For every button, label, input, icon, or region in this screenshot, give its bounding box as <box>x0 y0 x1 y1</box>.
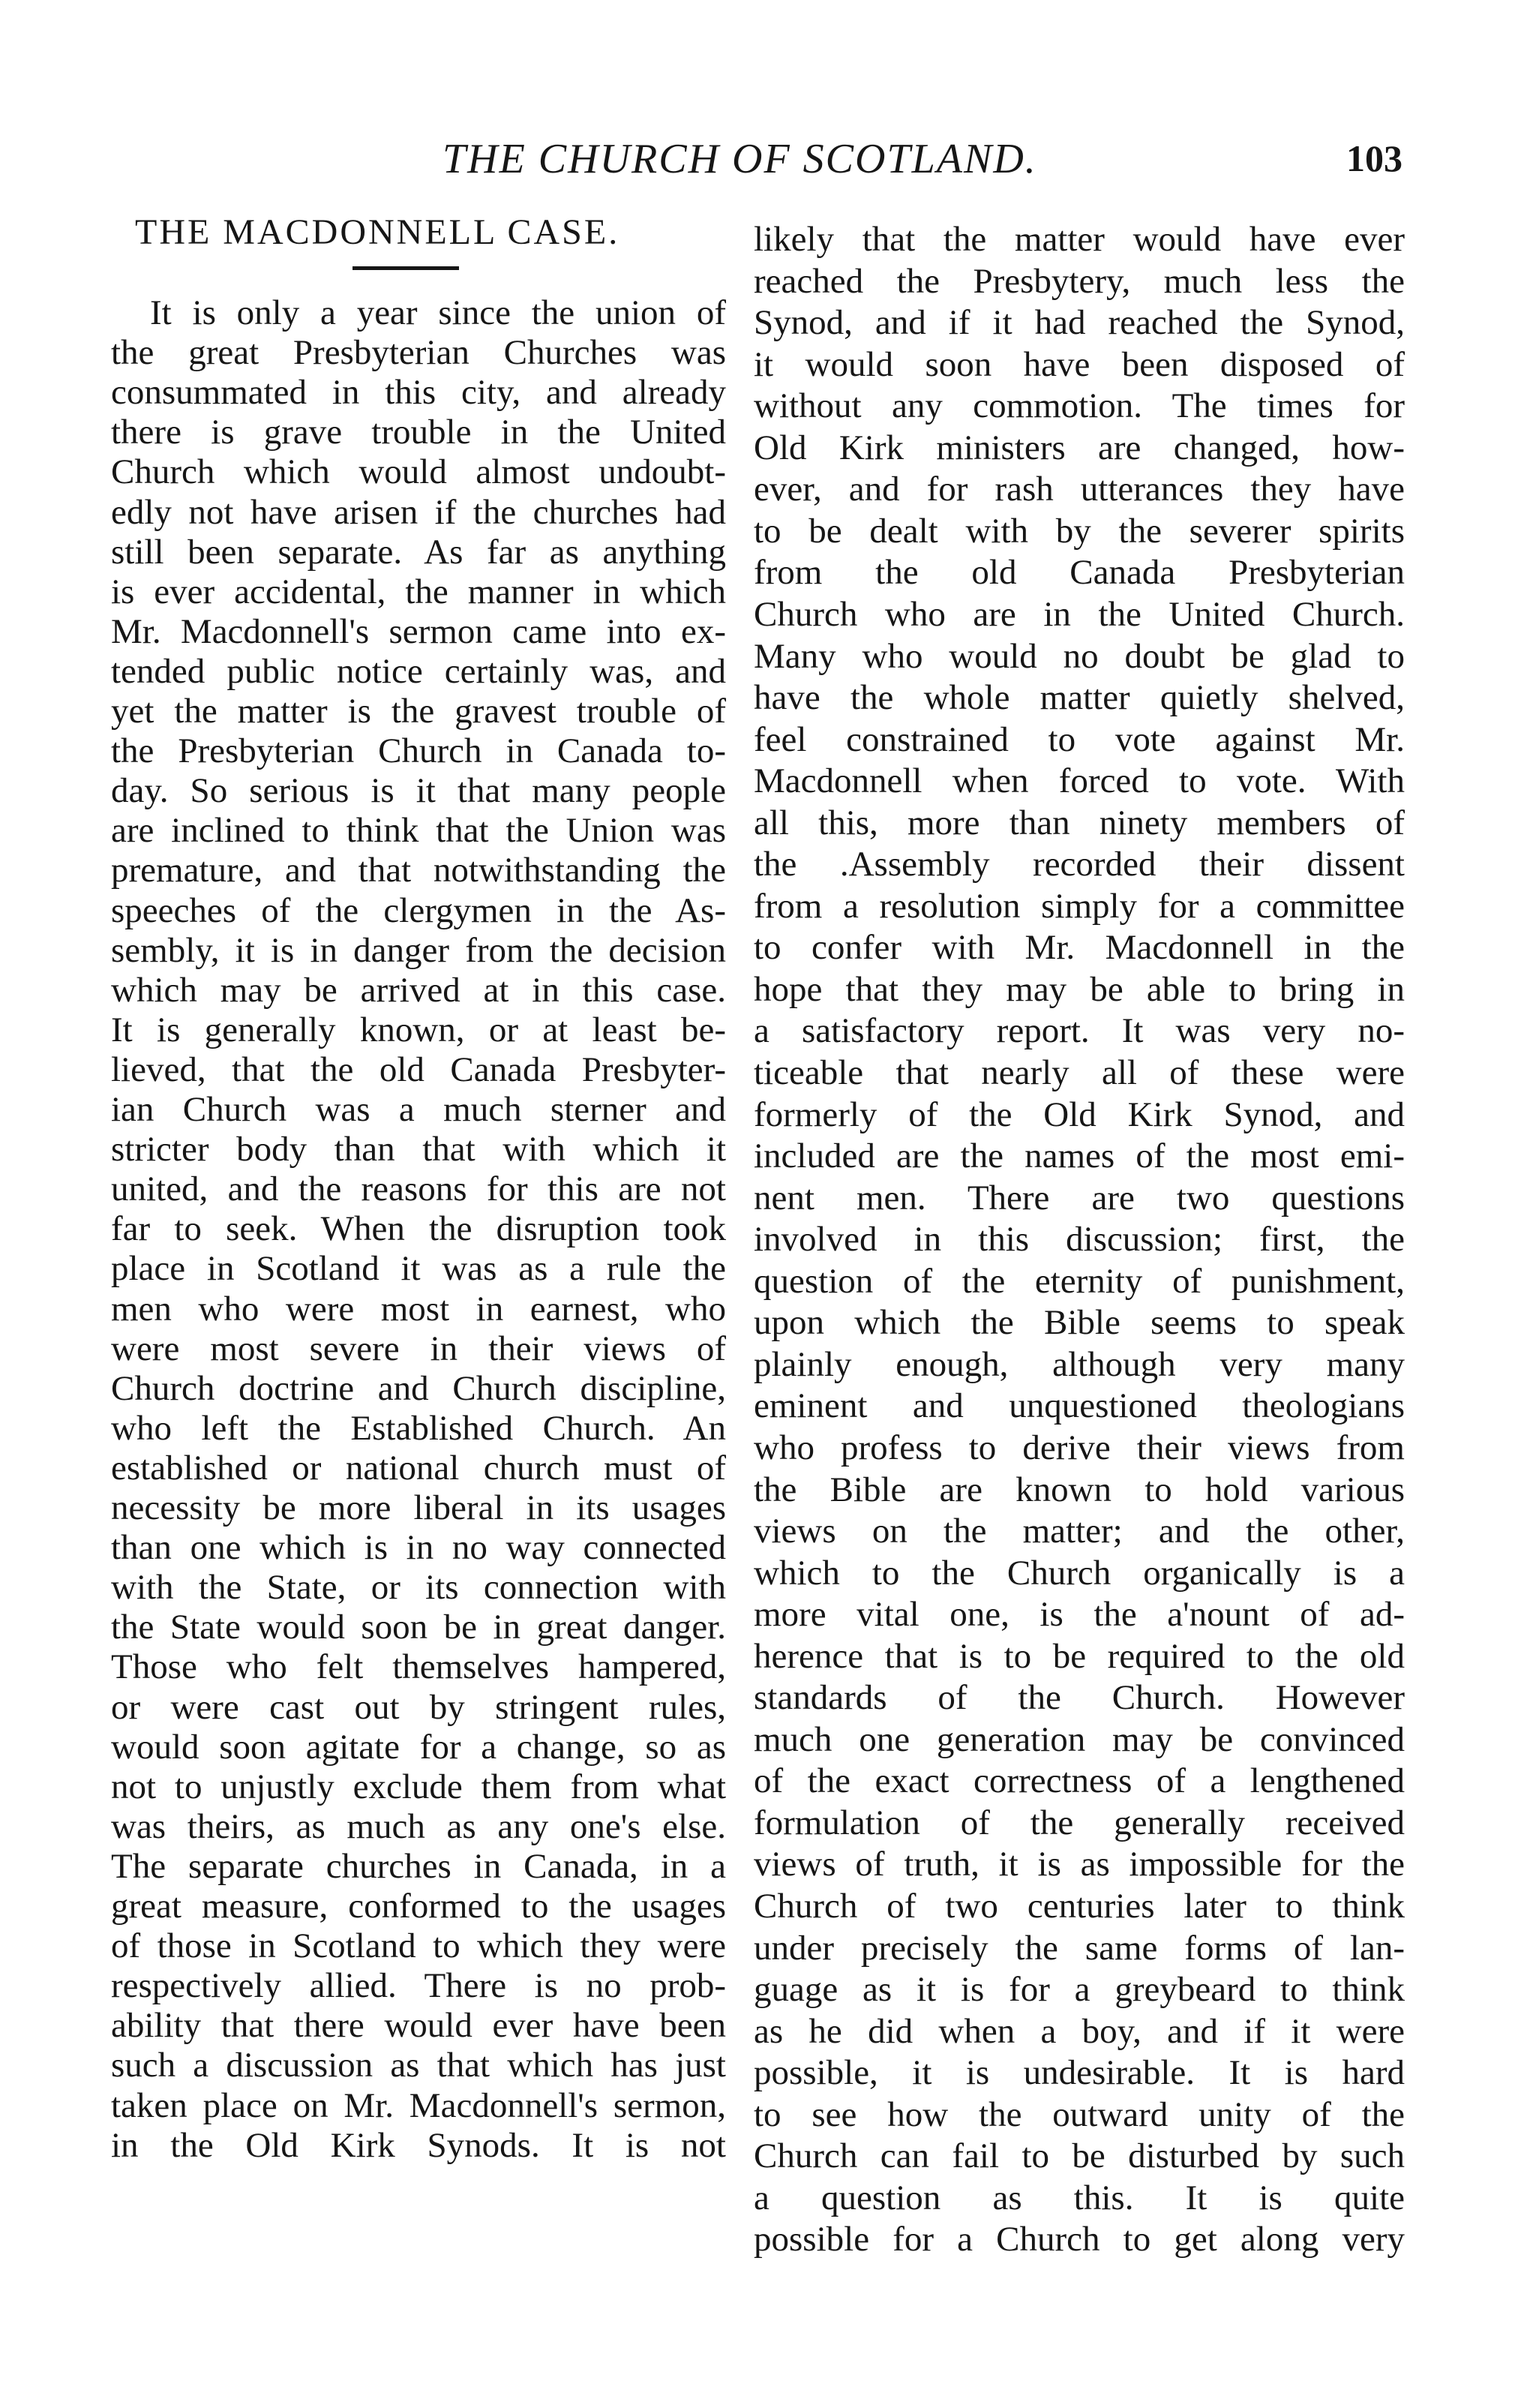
text-line: united, and the reasons for this are not <box>111 1169 726 1209</box>
text-line: likely that the matter would have ever <box>754 220 1405 259</box>
page-number: 103 <box>1346 137 1402 179</box>
text-line: stricter body than that with which it <box>111 1130 726 1169</box>
text-line: reached the Presbytery, much less the <box>754 261 1405 301</box>
text-line: place in Scotland it was as a rule the <box>111 1249 726 1289</box>
text-line: It is generally known, or at least be- <box>111 1010 726 1049</box>
text-line: ability that there would ever have been <box>111 2006 726 2046</box>
text-line: established or national church must of <box>111 1448 726 1488</box>
text-line: more vital one, is the a'nount of ad- <box>754 1595 1405 1635</box>
text-line: eminent and unquestioned theologians <box>754 1386 1405 1426</box>
text-line: the .Assembly recorded their dissent <box>754 845 1405 884</box>
text-line: standards of the Church. However <box>754 1678 1405 1718</box>
text-line: who profess to derive their views from <box>754 1428 1405 1467</box>
text-line: have the whole matter quietly shelved, <box>754 678 1405 718</box>
text-line: were most severe in their views of <box>111 1329 726 1368</box>
article-title: THE MACDONNELL CASE. <box>135 212 620 252</box>
running-head <box>0 135 1539 195</box>
text-line: not to unjustly exclude them from what <box>111 1767 726 1806</box>
title-rule <box>352 266 459 270</box>
text-line: plainly enough, although very many <box>754 1344 1405 1384</box>
text-line: which may be arrived at in this case. <box>111 970 726 1010</box>
text-line: it would soon have been disposed of <box>754 344 1405 384</box>
text-line: such a discussion as that which has just <box>111 2046 726 2085</box>
text-line: Mr. Macdonnell's sermon came into ex- <box>111 611 726 651</box>
text-line: upon which the Bible seems to speak <box>754 1303 1405 1343</box>
text-line: involved in this discussion; first, the <box>754 1220 1405 1260</box>
text-line: to confer with Mr. Macdonnell in the <box>754 928 1405 968</box>
text-line: the Presbyterian Church in Canada to- <box>111 731 726 771</box>
text-line: herence that is to be required to the old <box>754 1636 1405 1676</box>
text-line: of those in Scotland to which they were <box>111 1926 726 1966</box>
text-line: ian Church was a much sterner and <box>111 1090 726 1129</box>
text-line: Many who would no doubt be glad to <box>754 636 1405 676</box>
text-line: question of the eternity of punishment, <box>754 1261 1405 1301</box>
text-line: Macdonnell when forced to vote. With <box>754 761 1405 801</box>
text-line: Church of two centuries later to think <box>754 1887 1405 1926</box>
text-line: Old Kirk ministers are changed, how- <box>754 428 1405 467</box>
text-line: without any commotion. The times for <box>754 386 1405 426</box>
text-line: consummated in this city, and already <box>111 373 726 413</box>
text-line: formerly of the Old Kirk Synod, and <box>754 1094 1405 1134</box>
text-line: the great Presbyterian Churches was <box>111 333 726 373</box>
text-line: Church which would almost undoubt- <box>111 452 726 492</box>
text-line: nent men. There are two questions <box>754 1178 1405 1218</box>
text-line: all this, more than ninety members of <box>754 803 1405 842</box>
text-line: men who were most in earnest, who <box>111 1289 726 1329</box>
text-line: ever, and for rash utterances they have <box>754 470 1405 509</box>
text-line: Church doctrine and Church discipline, <box>111 1368 726 1408</box>
text-line: still been separate. As far as anything <box>111 532 726 572</box>
text-line: views of truth, it is as impossible for the <box>754 1845 1405 1884</box>
text-line: much one generation may be convinced <box>754 1719 1405 1759</box>
text-line: was theirs, as much as any one's else. <box>111 1806 726 1846</box>
text-line: day. So serious is it that many people <box>111 771 726 811</box>
text-line: which to the Church organically is a <box>754 1553 1405 1593</box>
text-line: as he did when a boy, and if it were <box>754 2011 1405 2051</box>
text-line: from a resolution simply for a committee <box>754 886 1405 926</box>
text-line: Church who are in the United Church. <box>754 594 1405 634</box>
text-line: to see how the outward unity of the <box>754 2094 1405 2134</box>
text-line: Church can fail to be disturbed by such <box>754 2136 1405 2176</box>
text-line: edly not have arisen if the churches had <box>111 492 726 532</box>
text-line: yet the matter is the gravest trouble of <box>111 692 726 731</box>
text-line: ticeable that nearly all of these were <box>754 1053 1405 1092</box>
text-line: or were cast out by stringent rules, <box>111 1687 726 1727</box>
text-line: the Bible are known to hold various <box>754 1470 1405 1509</box>
text-line: respectively allied. There is no prob- <box>111 1966 726 2006</box>
text-line: in the Old Kirk Synods. It is not <box>111 2125 726 2165</box>
text-line: included are the names of the most emi- <box>754 1136 1405 1176</box>
text-line: who left the Established Church. An <box>111 1408 726 1448</box>
text-line: from the old Canada Presbyterian <box>754 553 1405 593</box>
text-line: possible, it is undesirable. It is hard <box>754 2053 1405 2093</box>
text-line: great measure, conformed to the usages <box>111 1887 726 1926</box>
text-line: under precisely the same forms of lan- <box>754 1928 1405 1968</box>
text-line: hope that they may be able to bring in <box>754 969 1405 1009</box>
text-line: Synod, and if it had reached the Synod, <box>754 303 1405 343</box>
text-line: taken place on Mr. Macdonnell's sermon, <box>111 2085 726 2125</box>
text-line: a satisfactory report. It was very no- <box>754 1011 1405 1051</box>
text-line: there is grave trouble in the United <box>111 413 726 452</box>
text-line: with the State, or its connection with <box>111 1568 726 1608</box>
text-line: lieved, that the old Canada Presbyter- <box>111 1049 726 1089</box>
text-line: to be dealt with by the severer spirits <box>754 511 1405 551</box>
text-line: feel constrained to vote against Mr. <box>754 719 1405 759</box>
text-line: premature, and that notwithstanding the <box>111 851 726 890</box>
text-line: views on the matter; and the other, <box>754 1512 1405 1551</box>
text-line: sembly, it is in danger from the decision <box>111 930 726 970</box>
text-line: would soon agitate for a change, so as <box>111 1727 726 1767</box>
text-line: of the exact correctness of a lengthened <box>754 1761 1405 1801</box>
text-line: guage as it is for a greybeard to think <box>754 1970 1405 2010</box>
text-line: It is only a year since the union of <box>150 293 726 332</box>
text-line: necessity be more liberal in its usages <box>111 1488 726 1527</box>
text-line: The separate churches in Canada, in a <box>111 1846 726 1886</box>
text-line: than one which is in no way connected <box>111 1528 726 1568</box>
text-line: the State would soon be in great danger. <box>111 1608 726 1647</box>
text-line: far to seek. When the disruption took <box>111 1209 726 1249</box>
running-title: THE CHURCH OF SCOTLAND. <box>442 136 1037 182</box>
text-line: possible for a Church to get along very <box>754 2220 1405 2259</box>
text-line: are inclined to think that the Union was <box>111 811 726 851</box>
text-line: formulation of the generally received <box>754 1803 1405 1842</box>
text-line: is ever accidental, the manner in which <box>111 572 726 611</box>
text-line: speeches of the clergymen in the As- <box>111 890 726 930</box>
text-line: a question as this. It is quite <box>754 2178 1405 2217</box>
text-line: tended public notice certainly was, and <box>111 651 726 691</box>
text-line: Those who felt themselves hampered, <box>111 1647 726 1687</box>
